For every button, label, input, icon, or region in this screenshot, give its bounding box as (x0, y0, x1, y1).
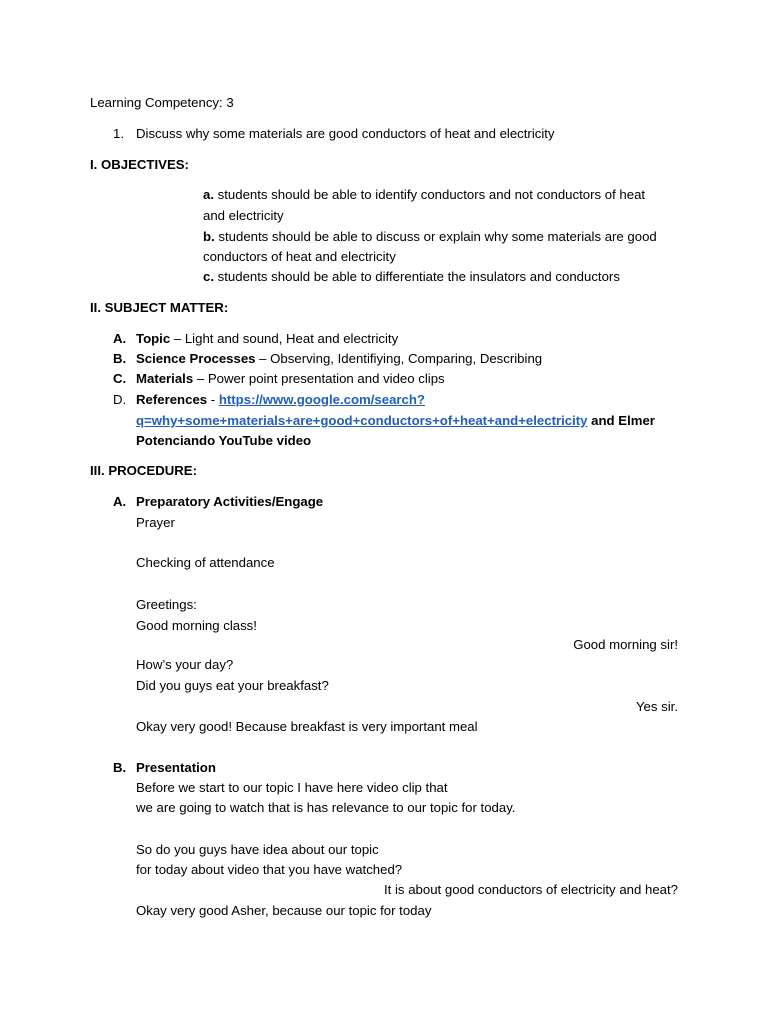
references-line-1 (136, 390, 425, 410)
objective-b-text: students should be able to discuss or explain why some materials are good (214, 229, 657, 244)
references-link-part-2[interactable]: q=why+some+materials+are+good+conductors+of+heat+and+electricity (136, 413, 588, 428)
student-reply-greeting: Good morning sir! (573, 637, 678, 652)
teacher-hows-day: How’s your day? (136, 657, 234, 672)
teacher-greeting: Good morning class! (136, 618, 257, 633)
subject-item-label: Topic (136, 331, 171, 346)
objective-c-marker: c. (203, 269, 214, 284)
objective-c-text: students should be able to differentiate the insulators and conductors (214, 269, 620, 284)
presentation-line-1: Before we start to our topic I have here video clip that (136, 780, 448, 795)
presentation-line-4: for today about video that you have watched? (136, 862, 403, 877)
procedure-a-marker: A. (113, 494, 127, 509)
objective-c (203, 267, 620, 287)
subject-item-text: – Light and sound, Heat and electricity (170, 331, 399, 346)
presentation-line-5: Okay very good Asher, because our topic for today (136, 903, 432, 918)
subject-item-marker: C. (113, 371, 127, 386)
subject-item-marker: B. (113, 351, 127, 366)
greetings-text: Greetings: (136, 597, 197, 612)
subject-matter-heading: II. SUBJECT MATTER: (90, 300, 229, 315)
competency-item-number: 1. (113, 126, 124, 141)
subject-item-label: Science Processes (136, 351, 256, 366)
procedure-a-title: Preparatory Activities/Engage (136, 494, 324, 509)
subject-item-label: Materials (136, 371, 194, 386)
objective-a (203, 185, 645, 205)
subject-item-text: – Power point presentation and video clips (193, 371, 445, 386)
student-reply-yes: Yes sir. (635, 699, 678, 714)
attendance-text: Checking of attendance (136, 555, 275, 570)
objective-a-marker: a. (203, 187, 214, 202)
presentation-line-2: we are going to watch that is has relevance to our topic for today. (136, 800, 516, 815)
subject-item-topic (136, 329, 398, 349)
objective-b-continued: conductors of heat and electricity (203, 249, 396, 264)
prayer-text: Prayer (136, 515, 175, 530)
subject-item-science-processes (136, 349, 542, 369)
student-reply-topic: It is about good conductors of electricity and heat? (384, 882, 678, 897)
subject-item-marker: A. (113, 331, 127, 346)
references-line-3: Potenciando YouTube video (136, 433, 312, 448)
references-marker: D. (113, 392, 127, 407)
objective-a-text: students should be able to identify conductors and not conductors of heat (214, 187, 646, 202)
references-line-2 (136, 411, 655, 431)
references-after-link: and Elmer (587, 413, 655, 428)
learning-competency: Learning Competency: 3 (90, 95, 234, 110)
procedure-b-marker: B. (113, 760, 127, 775)
teacher-okay: Okay very good! Because breakfast is very important meal (136, 719, 478, 734)
procedure-heading: III. PROCEDURE: (90, 463, 197, 478)
objective-a-continued: and electricity (203, 208, 284, 223)
subject-item-materials (136, 369, 445, 389)
objective-b-marker: b. (203, 229, 215, 244)
subject-item-text: – Observing, Identifiying, Comparing, Describing (255, 351, 543, 366)
references-separator: - (207, 392, 219, 407)
procedure-b-title: Presentation (136, 760, 216, 775)
objectives-heading: I. OBJECTIVES: (90, 157, 189, 172)
presentation-line-3: So do you guys have idea about our topic (136, 842, 379, 857)
references-label: References (136, 392, 208, 407)
teacher-breakfast-question: Did you guys eat your breakfast? (136, 678, 329, 693)
objective-b (203, 227, 657, 247)
competency-item-text: Discuss why some materials are good conductors of heat and electricity (136, 126, 555, 141)
references-link-part-1[interactable]: https://www.google.com/search? (218, 392, 425, 407)
